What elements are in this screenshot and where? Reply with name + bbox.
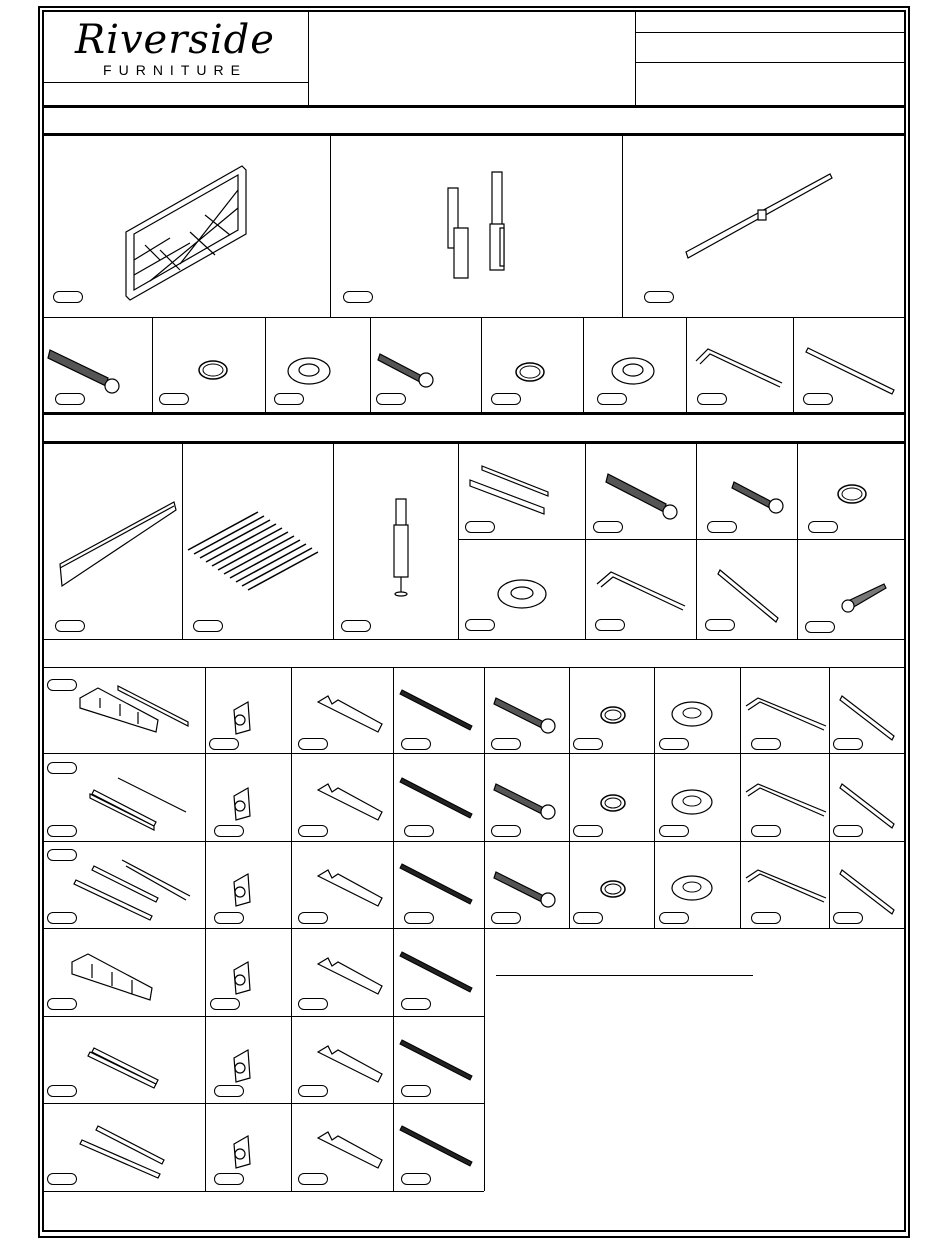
flat-washer-icon bbox=[670, 874, 714, 902]
part-label bbox=[209, 738, 239, 750]
threaded-rod-icon bbox=[400, 1122, 474, 1168]
threaded-rod-icon bbox=[400, 774, 474, 820]
part-label bbox=[55, 393, 85, 405]
s3-row-5 bbox=[44, 1103, 484, 1104]
cam-lock-icon bbox=[228, 1048, 254, 1084]
s3-row-2 bbox=[44, 841, 904, 842]
part-label bbox=[55, 620, 85, 632]
part-label bbox=[597, 393, 627, 405]
bolt-icon bbox=[494, 780, 558, 824]
support-leg-icon bbox=[386, 495, 416, 601]
s3-col-1 bbox=[205, 667, 206, 1191]
part-label bbox=[404, 912, 434, 924]
pin-icon bbox=[806, 346, 896, 396]
part-label bbox=[376, 393, 406, 405]
part-label bbox=[833, 912, 863, 924]
allen-key-icon bbox=[744, 780, 828, 818]
part-label bbox=[214, 1085, 244, 1097]
part-label bbox=[159, 393, 189, 405]
s2-div-5 bbox=[696, 444, 697, 639]
header-right-line-2 bbox=[635, 62, 904, 63]
part-label bbox=[808, 521, 838, 533]
s3-col-8 bbox=[829, 667, 830, 928]
header-divider-logo bbox=[308, 12, 309, 106]
lock-washer-icon bbox=[598, 878, 628, 900]
s1-divider-b bbox=[622, 136, 623, 317]
part-label bbox=[343, 291, 373, 303]
wrench-icon bbox=[316, 868, 386, 908]
bolt-icon bbox=[48, 346, 122, 396]
slat-roll-icon bbox=[186, 510, 326, 592]
bolt-icon bbox=[732, 478, 786, 516]
s3-col-6 bbox=[654, 667, 655, 928]
section-1-bottom-rule bbox=[44, 133, 904, 136]
part-label bbox=[805, 621, 835, 633]
cam-lock-icon bbox=[228, 700, 254, 736]
part-label bbox=[53, 291, 83, 303]
s1-row-divider bbox=[44, 317, 904, 318]
bolt-icon bbox=[378, 350, 438, 390]
part-label bbox=[833, 825, 863, 837]
part-label bbox=[573, 912, 603, 924]
part-label bbox=[298, 912, 328, 924]
drawer-rails-icon bbox=[72, 858, 194, 922]
strip-bracket-icon bbox=[468, 462, 554, 522]
part-label bbox=[491, 825, 521, 837]
s3-col-2 bbox=[291, 667, 292, 1191]
part-label bbox=[465, 619, 495, 631]
s1-hw-div-1 bbox=[152, 317, 153, 413]
brand-name: Riverside bbox=[75, 17, 275, 63]
part-label bbox=[491, 393, 521, 405]
s1-hw-div-4 bbox=[481, 317, 482, 413]
flat-washer-icon bbox=[610, 356, 656, 386]
part-label bbox=[644, 291, 674, 303]
part-label bbox=[659, 825, 689, 837]
part-label bbox=[401, 998, 431, 1010]
cam-lock-icon bbox=[228, 960, 254, 996]
s2-div-2 bbox=[333, 444, 334, 639]
wrench-icon bbox=[316, 782, 386, 822]
cam-lock-icon bbox=[228, 1134, 254, 1170]
s2-div-3 bbox=[458, 444, 459, 639]
post-bracket-icon bbox=[442, 168, 517, 283]
s1-hw-div-5 bbox=[583, 317, 584, 413]
header-divider-right bbox=[635, 12, 636, 106]
part-label bbox=[751, 738, 781, 750]
part-label bbox=[47, 825, 77, 837]
part-label bbox=[193, 620, 223, 632]
s1-hw-div-2 bbox=[265, 317, 266, 413]
side-board-icon bbox=[58, 498, 178, 588]
brand-tagline: FURNITURE bbox=[103, 62, 247, 78]
part-label bbox=[833, 738, 863, 750]
bolt-icon bbox=[494, 694, 558, 738]
part-label bbox=[659, 738, 689, 750]
bolt-icon bbox=[606, 470, 680, 522]
part-label bbox=[298, 738, 328, 750]
allen-key-icon bbox=[595, 568, 689, 612]
s1-hw-div-7 bbox=[793, 317, 794, 413]
part-label bbox=[751, 825, 781, 837]
part-label bbox=[465, 521, 495, 533]
part-label bbox=[573, 825, 603, 837]
part-label bbox=[214, 912, 244, 924]
s3-row-6 bbox=[44, 1191, 484, 1192]
pin-icon bbox=[718, 568, 780, 624]
s3-row-1 bbox=[44, 753, 904, 754]
part-label bbox=[491, 912, 521, 924]
allen-key-icon bbox=[744, 866, 828, 904]
allen-key-icon bbox=[694, 345, 786, 389]
part-label bbox=[47, 1173, 77, 1185]
s2-mid-rule bbox=[458, 539, 904, 540]
part-label bbox=[341, 620, 371, 632]
part-label bbox=[697, 393, 727, 405]
flat-washer-icon bbox=[496, 578, 548, 610]
drawer-slide-icon bbox=[88, 776, 188, 832]
s1-hw-div-6 bbox=[686, 317, 687, 413]
part-label bbox=[214, 1173, 244, 1185]
allen-key-icon bbox=[744, 694, 828, 732]
herringbone-panel-icon bbox=[120, 160, 250, 300]
lock-washer-icon bbox=[835, 482, 869, 506]
bolt-icon bbox=[494, 868, 558, 912]
part-label bbox=[47, 679, 77, 691]
pin-icon bbox=[840, 868, 896, 916]
s2-div-6 bbox=[797, 444, 798, 639]
part-label bbox=[47, 1085, 77, 1097]
part-label bbox=[705, 619, 735, 631]
part-label bbox=[210, 998, 240, 1010]
part-label bbox=[803, 393, 833, 405]
cam-lock-icon bbox=[228, 786, 254, 822]
threaded-rod-icon bbox=[400, 686, 474, 732]
lock-washer-icon bbox=[598, 704, 628, 726]
part-label bbox=[593, 521, 623, 533]
drawer-box-icon bbox=[78, 684, 194, 750]
notes-underline bbox=[496, 975, 753, 976]
brand-logo bbox=[60, 18, 290, 84]
lock-washer-icon bbox=[598, 792, 628, 814]
wood-screw-icon bbox=[838, 582, 888, 614]
part-label bbox=[274, 393, 304, 405]
part-label bbox=[47, 912, 77, 924]
part-label bbox=[707, 521, 737, 533]
s3-top-rule bbox=[44, 667, 904, 668]
pin-icon bbox=[840, 782, 896, 830]
drawer-slide-icon bbox=[88, 1046, 160, 1090]
part-label bbox=[751, 912, 781, 924]
part-label bbox=[404, 825, 434, 837]
part-label bbox=[47, 998, 77, 1010]
s3-col-5 bbox=[569, 667, 570, 928]
drawer-box-icon bbox=[70, 950, 160, 1008]
wrench-icon bbox=[316, 1130, 386, 1170]
s1-divider-a bbox=[330, 136, 331, 317]
section-2-top-rule bbox=[44, 412, 904, 415]
s3-row-3 bbox=[44, 928, 904, 929]
part-label bbox=[214, 825, 244, 837]
drawer-rails-icon bbox=[80, 1122, 170, 1180]
wrench-icon bbox=[316, 694, 386, 734]
flat-washer-icon bbox=[286, 356, 332, 386]
part-label bbox=[298, 1173, 328, 1185]
part-label bbox=[47, 762, 77, 774]
cam-lock-icon bbox=[228, 872, 254, 908]
part-label bbox=[298, 1085, 328, 1097]
part-label bbox=[401, 1173, 431, 1185]
part-label bbox=[491, 738, 521, 750]
wrench-icon bbox=[316, 956, 386, 996]
threaded-rod-icon bbox=[400, 948, 474, 994]
flat-washer-icon bbox=[670, 700, 714, 728]
header-right-line-1 bbox=[635, 32, 904, 33]
part-label bbox=[659, 912, 689, 924]
lock-washer-icon bbox=[513, 360, 547, 384]
part-label bbox=[573, 738, 603, 750]
s2-div-1 bbox=[182, 444, 183, 639]
threaded-rod-icon bbox=[400, 860, 474, 906]
s3-col-3 bbox=[393, 667, 394, 1191]
s3-row-4 bbox=[44, 1016, 484, 1017]
part-label bbox=[298, 825, 328, 837]
s3-col-4 bbox=[484, 667, 485, 1191]
header-bottom-rule bbox=[44, 105, 904, 108]
wrench-icon bbox=[316, 1044, 386, 1084]
threaded-rod-icon bbox=[400, 1036, 474, 1082]
part-label bbox=[595, 619, 625, 631]
part-label bbox=[298, 998, 328, 1010]
lock-washer-icon bbox=[196, 358, 230, 382]
s1-hw-div-3 bbox=[370, 317, 371, 413]
flat-washer-icon bbox=[670, 788, 714, 816]
s3-col-7 bbox=[740, 667, 741, 928]
pin-icon bbox=[840, 694, 896, 742]
s2-div-4 bbox=[585, 444, 586, 639]
part-label bbox=[401, 1085, 431, 1097]
part-label bbox=[401, 738, 431, 750]
center-rail-icon bbox=[684, 170, 836, 266]
section-2-bottom-rule bbox=[44, 441, 904, 444]
s2-bottom-rule bbox=[44, 639, 904, 640]
